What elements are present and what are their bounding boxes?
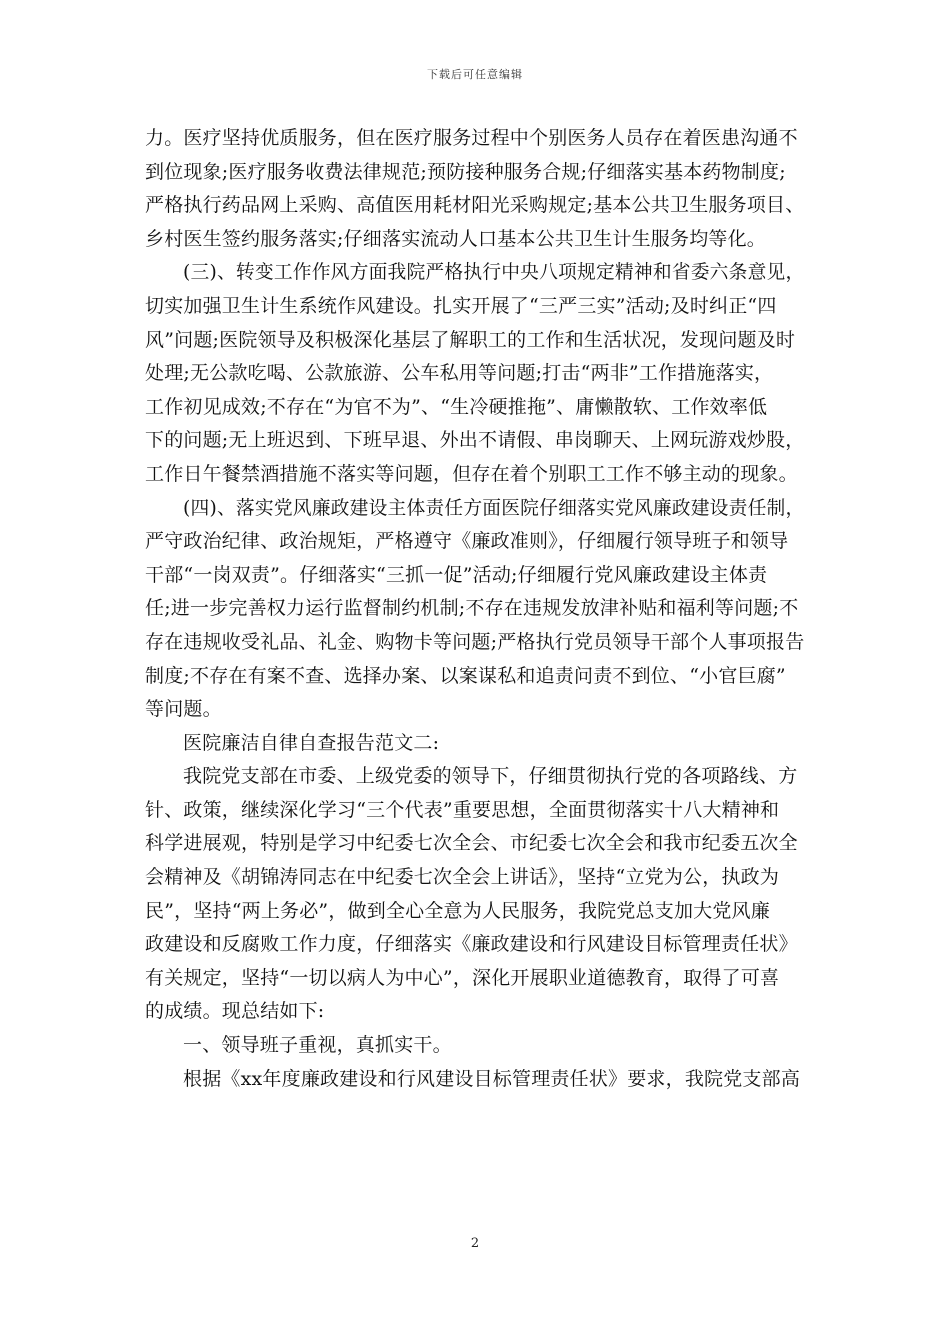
text-line: 科学进展观，特别是学习中纪委七次全会、市纪委七次全会和我市纪委五次全: [145, 832, 798, 855]
page-header-note: 下载后可任意编辑: [427, 68, 523, 81]
text-line: 干部“一岗双责”。仔细落实“三抓一促”活动;仔细履行党风廉政建设主体责: [145, 563, 768, 586]
document-body: [145, 122, 805, 1096]
text-line: (四)、落实党风廉政建设主体责任方面医院仔细落实党风廉政建设责任制，: [183, 497, 805, 519]
text-line: 下的问题;无上班迟到、下班早退、外出不请假、串岗聊天、上网玩游戏炒股，: [145, 429, 805, 452]
text-line: 风”问题;医院领导及积极深化基层了解职工的工作和生活状况，发现问题及时: [145, 328, 796, 351]
text-line: 会精神及《胡锦涛同志在中纪委七次全会上讲话》，坚持“立党为公，执政为: [145, 866, 780, 889]
text-line: 的成绩。现总结如下:: [145, 1000, 325, 1023]
page-number: 2: [470, 1236, 480, 1251]
text-line: (三)、转变工作作风方面我院严格执行中央八项规定精神和省委六条意见，: [183, 262, 805, 284]
text-line: 医院廉洁自律自查报告范文二:: [183, 731, 440, 754]
text-line: 民”，坚持“两上务必”，做到全心全意为人民服务，我院党总支加大党风廉: [145, 899, 770, 922]
text-line: 力。医疗坚持优质服务，但在医疗服务过程中个别医务人员存在着医患沟通不: [145, 127, 798, 149]
text-line: 处理;无公款吃喝、公款旅游、公车私用等问题;打击“两非”工作措施落实，: [145, 362, 774, 385]
text-line: 到位现象;医疗服务收费法律规范;预防接种服务合规;仔细落实基本药物制度;: [145, 160, 786, 183]
text-line: 针、政策，继续深化学习“三个代表”重要思想，全面贯彻落实十八大精神和: [145, 798, 780, 821]
text-line: 工作日午餐禁酒措施不落实等问题，但存在着个别职工工作不够主动的现象。: [145, 462, 798, 485]
text-line: 等问题。: [145, 698, 222, 721]
text-line: 严守政治纪律、政治规矩，严格遵守《廉政准则》，仔细履行领导班子和领导: [145, 530, 789, 553]
text-line: 工作初见成效;不存在“为官不为”、“生冷硬推拖”、庸懒散软、工作效率低: [145, 395, 768, 418]
text-line: 严格执行药品网上采购、高值医用耗材阳光采购规定;基本公共卫生服务项目、: [145, 194, 805, 217]
text-line: 制度;不存在有案不查、选择办案、以案谋私和追责问责不到位、“小官巨腐”: [145, 664, 786, 687]
text-line: 一、领导班子重视，真抓实干。: [183, 1034, 452, 1057]
text-line: 我院党支部在市委、上级党委的领导下，仔细贯彻执行党的各项路线、方: [183, 765, 798, 788]
text-line: 任;进一步完善权力运行监督制约机制;不存在违规发放津补贴和福利等问题;不: [145, 597, 799, 620]
text-line: 存在违规收受礼品、礼金、购物卡等问题;严格执行党员领导干部个人事项报告: [145, 630, 805, 653]
text-line: 切实加强卫生计生系统作风建设。扎实开展了“三严三实”活动;及时纠正“四: [145, 294, 777, 317]
text-line: 政建设和反腐败工作力度，仔细落实《廉政建设和行风建设目标管理责任状》: [145, 933, 798, 956]
text-line: 乡村医生签约服务落实;仔细落实流动人口基本公共卫生计生服务均等化。: [145, 227, 767, 250]
text-line: 根据《xx年度廉政建设和行风建设目标管理责任状》要求，我院党支部高: [183, 1067, 801, 1090]
text-line: 有关规定，坚持“一切以病人为中心”，深化开展职业道德教育，取得了可喜: [145, 966, 780, 989]
